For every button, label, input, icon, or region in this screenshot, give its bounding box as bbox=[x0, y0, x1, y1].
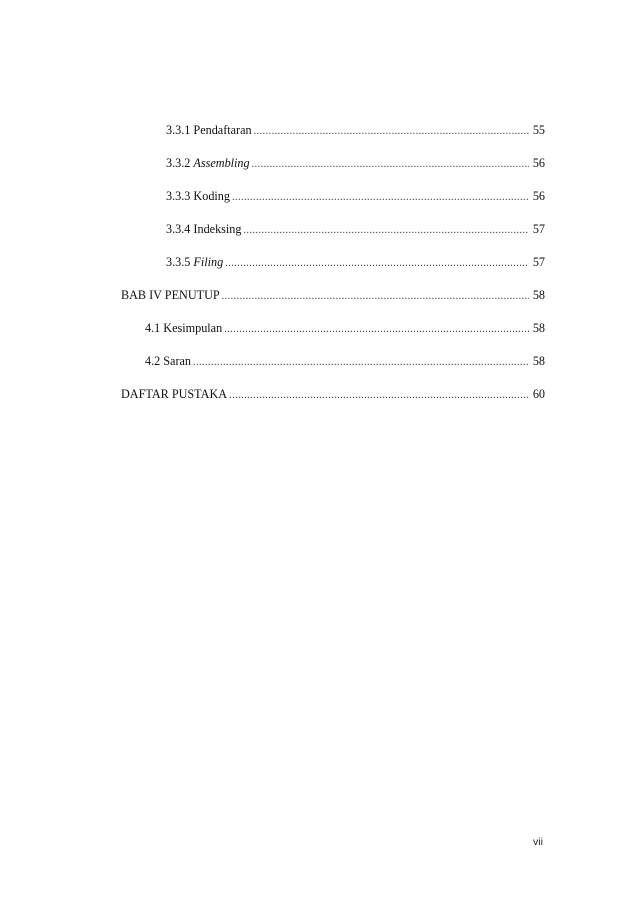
dot-leader bbox=[193, 355, 529, 371]
dot-leader bbox=[232, 190, 529, 206]
toc-entry-title: Pendaftaran bbox=[193, 123, 252, 137]
page-number: vii bbox=[533, 836, 543, 848]
toc-entry-label bbox=[166, 155, 252, 171]
toc-entry-assembling[interactable] bbox=[166, 155, 545, 171]
dot-leader bbox=[254, 124, 529, 140]
toc-entry-page: 56 bbox=[532, 156, 545, 170]
toc-entry-title: Saran bbox=[163, 354, 192, 368]
toc-entry-bab-iv[interactable] bbox=[121, 287, 545, 303]
toc-entry-number: 3.3.5 bbox=[166, 255, 191, 269]
toc-entry-label bbox=[145, 320, 224, 336]
toc-entry-label bbox=[121, 386, 229, 402]
dot-leader bbox=[222, 289, 529, 305]
toc-entry-filing[interactable] bbox=[166, 254, 545, 270]
toc-entry-label bbox=[166, 254, 225, 270]
toc-entry-page: 57 bbox=[532, 255, 545, 269]
toc-entry-page: 55 bbox=[532, 123, 545, 137]
toc-entry-label bbox=[145, 353, 193, 369]
toc-entry-indeksing[interactable] bbox=[166, 221, 545, 237]
toc-entry-title: Indeksing bbox=[193, 222, 242, 236]
toc-entry-page: 58 bbox=[532, 321, 545, 335]
toc-entry-label bbox=[166, 122, 254, 138]
toc-entry-label bbox=[166, 221, 244, 237]
dot-leader bbox=[225, 256, 529, 272]
toc-entry-title: Filing bbox=[193, 255, 224, 269]
toc-entry-page: 57 bbox=[532, 222, 545, 236]
dot-leader bbox=[244, 223, 529, 239]
toc-entry-title: DAFTAR PUSTAKA bbox=[121, 387, 228, 401]
toc-entry-number: 4.1 bbox=[145, 321, 161, 335]
dot-leader bbox=[224, 322, 529, 338]
toc-entry-page: 58 bbox=[532, 288, 545, 302]
toc-entry-title: BAB IV PENUTUP bbox=[121, 288, 220, 302]
toc-entry-title: Koding bbox=[193, 189, 230, 203]
toc-entry-daftar-pustaka[interactable] bbox=[121, 386, 545, 402]
toc-entry-pendaftaran[interactable] bbox=[166, 122, 545, 138]
toc-entry-number: 4.2 bbox=[145, 354, 161, 368]
toc-entry-saran[interactable] bbox=[145, 353, 545, 369]
toc-entry-label bbox=[121, 287, 222, 303]
toc-entry-number: 3.3.2 bbox=[166, 156, 191, 170]
toc-entry-label bbox=[166, 188, 232, 204]
toc-entry-page: 56 bbox=[532, 189, 545, 203]
toc-entry-number: 3.3.3 bbox=[166, 189, 191, 203]
toc-entry-kesimpulan[interactable] bbox=[145, 320, 545, 336]
toc-entry-number: 3.3.1 bbox=[166, 123, 191, 137]
dot-leader bbox=[252, 157, 529, 173]
toc-entry-number: 3.3.4 bbox=[166, 222, 191, 236]
toc-entry-koding[interactable] bbox=[166, 188, 545, 204]
toc-entry-page: 58 bbox=[532, 354, 545, 368]
toc-entry-title: Assembling bbox=[193, 156, 250, 170]
toc-entry-title: Kesimpulan bbox=[163, 321, 223, 335]
toc-entry-page: 60 bbox=[532, 387, 545, 401]
dot-leader bbox=[229, 388, 529, 404]
